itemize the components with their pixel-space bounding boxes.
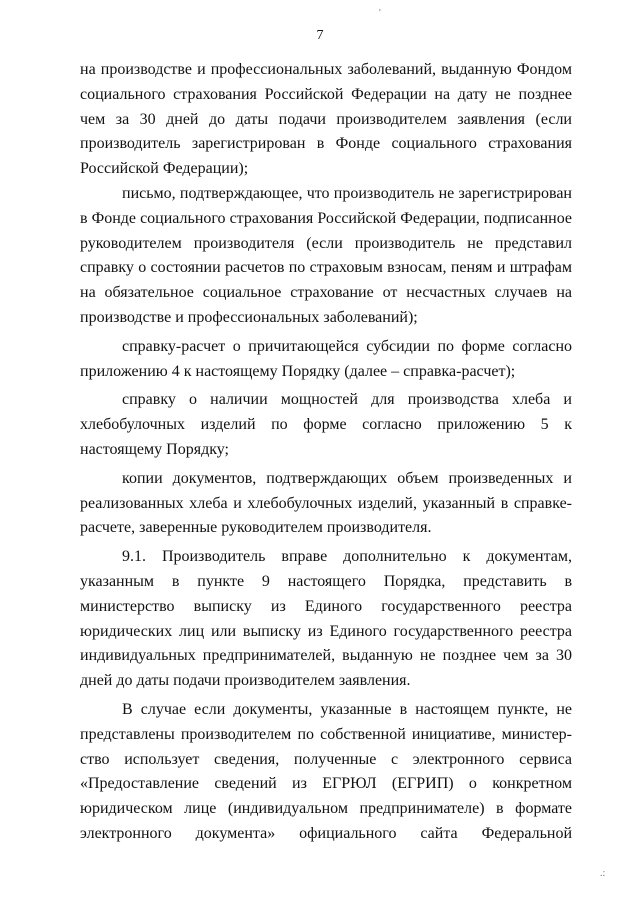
page-number: 7: [316, 28, 324, 43]
paragraph-calculation: справку-расчет о причитающейся субсидии по форме согласно приложению 4 к настоящему Порядку (далее – справка-расчет);: [80, 337, 572, 380]
paragraph-letter: письмо, подтверждающее, что производитель не зарегистрирован в Фонде социального страхования Российской Федерации, подписанное руководителем производителя (если производитель не представил справку о состоянии расчетов по страховым взносам, пеням и штрафам на обязательное социальное страхование от несчастных случаев на производстве и профессиональных заболеваний);: [80, 184, 572, 326]
document-body: [80, 58, 572, 847]
scan-speck: ': [379, 8, 381, 19]
scan-speck: .:: [600, 868, 606, 879]
paragraph-capacity: справку о наличии мощностей для производства хлеба и хлебобулочных изделий по форме согласно приложению 5 к настоящему Порядку;: [80, 391, 572, 458]
paragraph-9-1: 9.1. Производитель вправе дополнительно к документам, указанным в пункте 9 настоящего Порядка, представить в министерство выписку из Единого государственного реестра юридических лиц или выписку из Единого государственного реестра индивидуальных предпринимателей, выданную не позднее чем за 30 дней до даты подачи производителем заявления.: [80, 548, 572, 690]
paragraph-copies: копии документов, подтверждающих объем произведенных и реализованных хлеба и хлебобулочных изделий, указанный в справке-расчете, заверенные руководителем производителя.: [80, 469, 572, 537]
paragraph-case: В случае если документы, указанные в настоящем пункте, не представлены производителем по собственной инициативе, министерство использует сведения, полученные с электронного сервиса «Предоставление сведений из ЕГРЮЛ (ЕГРИП) о конкретном юридическом лице (индивидуальном предпринимателе) в формате электронного документа» официального сайта Федеральной: [80, 700, 572, 842]
paragraph-continuation: на производстве и профессиональных заболеваний, выданную Фондом социального страхования Российской Федерации на дату не позднее чем за 30 дней до даты подачи производителем заявления (если производитель зарегистрирован в Фонде социального страхования Российской Федерации);: [80, 61, 572, 178]
